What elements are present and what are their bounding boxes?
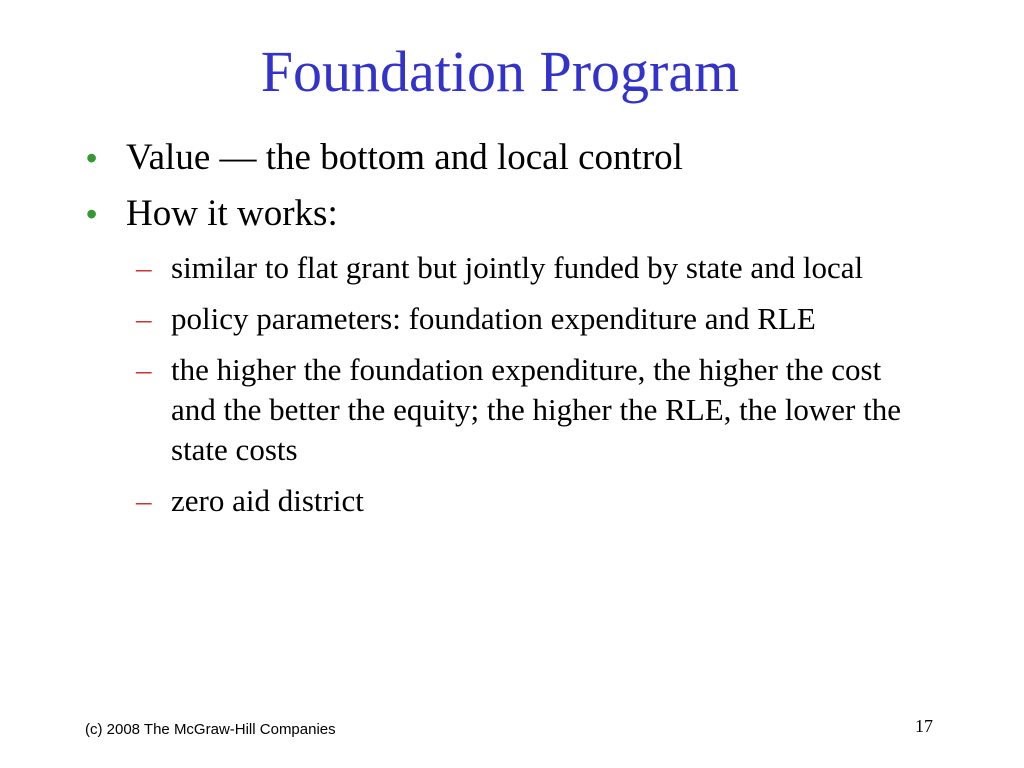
dash-icon: – (136, 301, 152, 336)
dash-icon: – (136, 483, 152, 518)
sub-bullet-list (136, 248, 916, 521)
bullet-item (86, 136, 946, 180)
sub-bullet-text: the higher the foundation expenditure, the higher the cost and the better the equity; the higher the RLE, the lower the state costs (171, 352, 901, 467)
footer-copyright: (c) 2008 The McGraw-Hill Companies (85, 721, 336, 738)
page-number: 17 (915, 716, 933, 736)
sub-bullet-text: policy parameters: foundation expenditure and RLE (171, 301, 816, 336)
slide-title: Foundation Program (260, 39, 740, 104)
sub-bullet-item (136, 248, 916, 288)
bullet-icon: • (86, 196, 98, 232)
sub-bullet-group (86, 248, 946, 521)
sub-bullet-text: similar to flat grant but jointly funded by state and local (171, 250, 864, 285)
sub-bullet-item (136, 350, 916, 470)
bullet-icon: • (86, 140, 98, 176)
sub-bullet-item (136, 299, 916, 339)
bullet-item (86, 192, 946, 236)
bullet-list (86, 136, 946, 532)
bullet-text: How it works: (126, 193, 338, 234)
dash-icon: – (136, 250, 152, 285)
sub-bullet-item (136, 481, 916, 521)
sub-bullet-text: zero aid district (171, 483, 364, 518)
bullet-text: Value — the bottom and local control (126, 137, 683, 178)
dash-icon: – (136, 352, 152, 387)
